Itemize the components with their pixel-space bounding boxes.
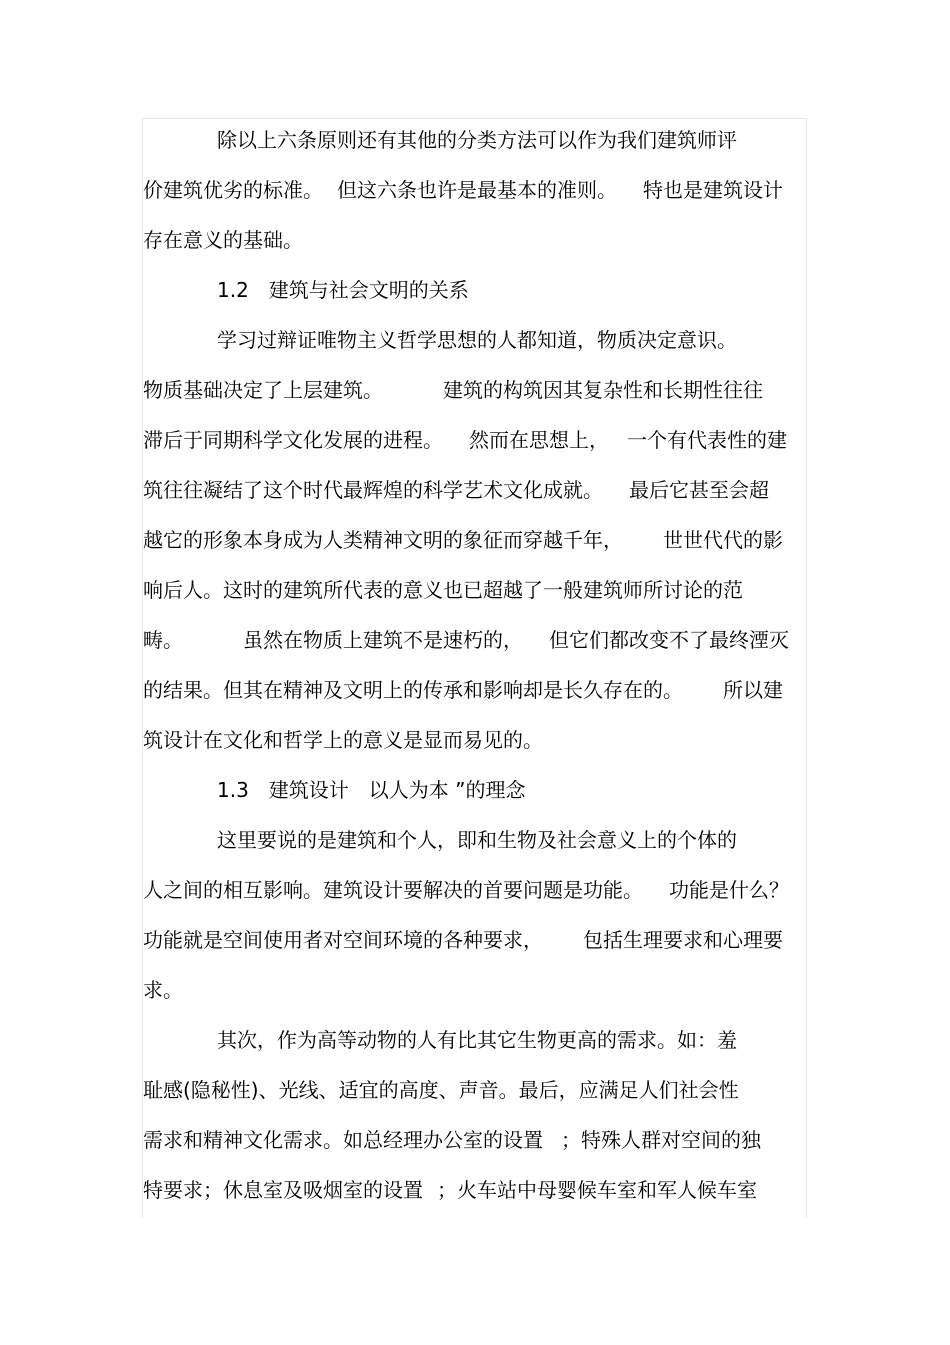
section-heading [143,265,808,315]
text-span: 1.3 建筑设计 以人为本 ”的理念 [217,778,526,802]
text-span: 最后它甚至会超 [629,478,769,502]
text-span: 响后人。这时的建筑所代表的意义也已超越了一般建筑师所讨论的范 [143,578,743,602]
paragraph-line [143,515,808,565]
text-span: 世世代代的影 [663,528,783,552]
text-span: 存在意义的基础。 [143,228,303,252]
paragraph-line [143,915,808,965]
text-span: 耻感(隐秘性)、光线、适宜的高度、声音。最后，应满足人们社会性 [143,1078,739,1102]
text-span: ；火车站中母婴候车室和军人候车室 [437,1178,757,1202]
paragraph-line [143,1015,808,1065]
paragraph-line [143,315,808,365]
text-span: 功能就是空间使用者对空间环境的各种要求， [143,928,543,952]
text-span: 除以上六条原则还有其他的分类方法可以作为我们建筑师评 [217,128,737,152]
text-span: 价建筑优劣的标准。 [143,178,323,202]
text-span: 求。 [143,978,183,1002]
text-span: 特要求；休息室及吸烟室的设置 [143,1178,423,1202]
text-span: 包括生理要求和心理要 [583,928,783,952]
paragraph-line [143,565,808,615]
text-span: 建筑的构筑因其复杂性和长期性往往 [443,378,763,402]
text-span: 功能是什么？ [669,878,789,902]
paragraph-line [143,865,808,915]
text-span: 越它的形象本身成为人类精神文明的象征而穿越千年， [143,528,623,552]
text-span: 但这六条也许是最基本的准则。 [337,178,617,202]
text-span: 这里要说的是建筑和个人，即和生物及社会意义上的个体的 [217,828,737,852]
text-span: 筑设计在文化和哲学上的意义是显而易见的。 [143,728,543,752]
paragraph-line [143,715,808,765]
paragraph-line [143,615,808,665]
text-span: 物质基础决定了上层建筑。 [143,378,383,402]
paragraph-line [143,815,808,865]
text-span: 学习过辩证唯物主义哲学思想的人都知道，物质决定意识。 [217,328,737,352]
text-span: 畴。 [143,628,183,652]
text-span: 需求和精神文化需求。如总经理办公室的设置 [143,1128,543,1152]
text-span: ；特殊人群对空间的独 [561,1128,761,1152]
paragraph-line [143,165,808,215]
text-span: 其次，作为高等动物的人有比其它生物更高的需求。如：羞 [217,1028,737,1052]
text-span: 的结果。但其在精神及文明上的传承和影响却是长久存在的。 [143,678,683,702]
paragraph-line [143,965,808,1015]
paragraph-line [143,665,808,715]
text-span: 筑往往凝结了这个时代最辉煌的科学艺术文化成就。 [143,478,603,502]
document-body [143,115,808,1215]
text-span: 人之间的相互影响。建筑设计要解决的首要问题是功能。 [143,878,643,902]
text-span: 然而在思想上， [469,428,609,452]
paragraph-line [143,415,808,465]
paragraph-line [143,365,808,415]
paragraph-line [143,215,808,265]
text-span: 但它们都改变不了最终湮灭 [549,628,789,652]
text-span: 虽然在物质上建筑不是速朽的， [243,628,523,652]
text-span: 所以建 [723,678,783,702]
text-span: 特也是建筑设计 [643,178,783,202]
paragraph-line [143,115,808,165]
paragraph-line [143,1065,808,1115]
section-heading [143,765,808,815]
text-span: 1.2 建筑与社会文明的关系 [217,278,469,302]
paragraph-line [143,1165,808,1215]
paragraph-line [143,1115,808,1165]
text-span: 一个有代表性的建 [627,428,787,452]
text-span: 滞后于同期科学文化发展的进程。 [143,428,443,452]
paragraph-line [143,465,808,515]
